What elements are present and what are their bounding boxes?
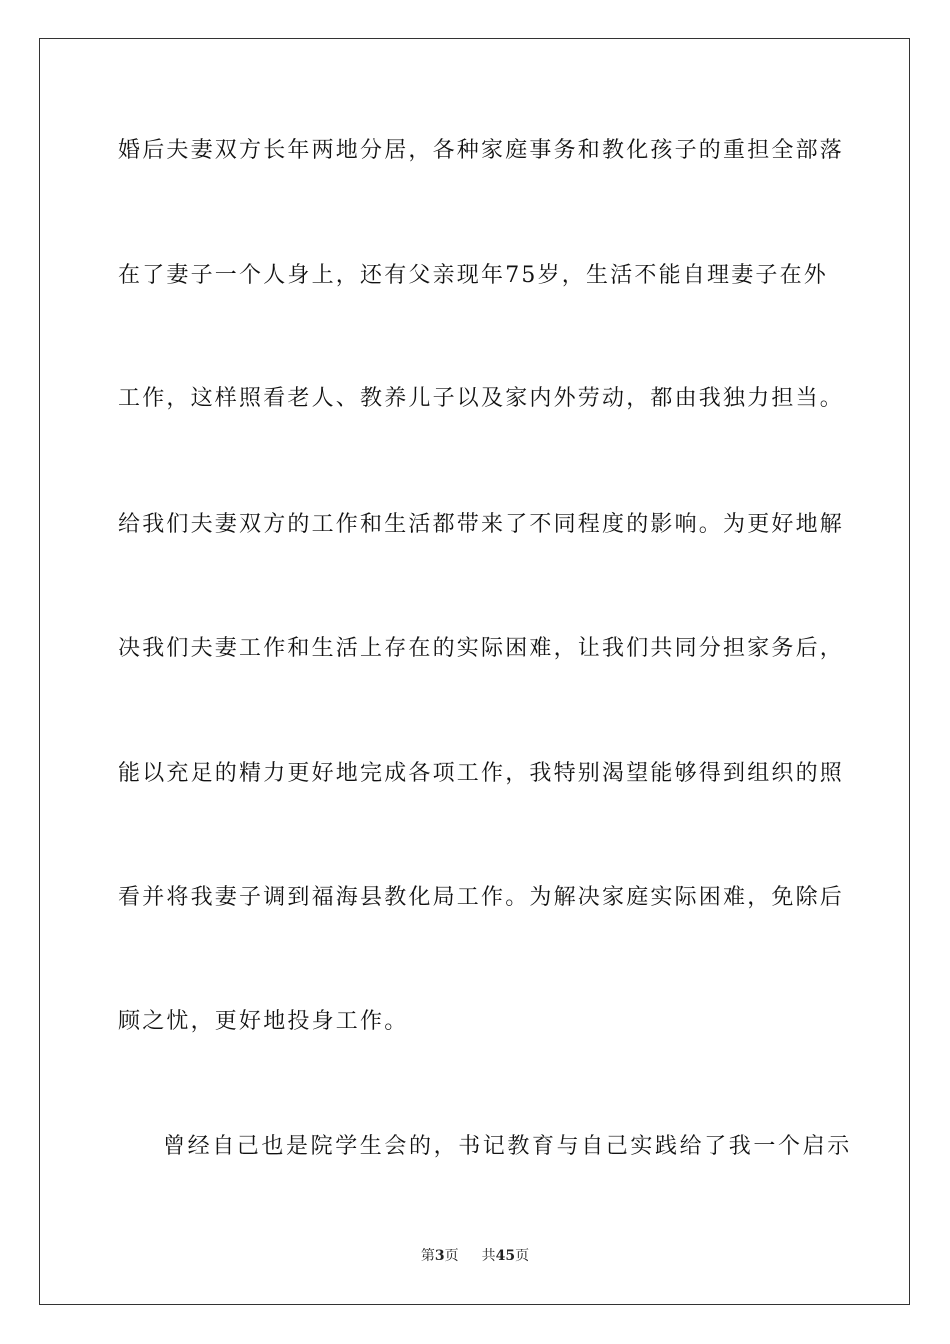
total-pages: 45 [495, 1248, 516, 1264]
paragraph-line-3: 工作，这样照看老人、教养儿子以及家内外劳动，都由我独力担当。 [118, 386, 845, 411]
paragraph-line-5: 决我们夫妻工作和生活上存在的实际困难，让我们共同分担家务后， [118, 636, 845, 661]
paragraph-line-6: 能以充足的精力更好地完成各项工作，我特别渴望能够得到组织的照 [118, 761, 845, 786]
paragraph-line-7: 看并将我妻子调到福海县教化局工作。为解决家庭实际困难，免除后 [118, 885, 845, 910]
page-number: 第3页 [420, 1248, 459, 1264]
paragraph-line-1: 婚后夫妻双方长年两地分居，各种家庭事务和教化孩子的重担全部落 [118, 138, 845, 163]
current-page: 3 [434, 1248, 445, 1264]
paragraph-line-8: 顾之忧，更好地投身工作。 [118, 1009, 409, 1034]
paragraph-line-9: 曾经自己也是院学生会的，书记教育与自己实践给了我一个启示 [163, 1134, 852, 1159]
page-total: 共45页 [481, 1248, 530, 1264]
page-footer [0, 1247, 950, 1265]
page-border [39, 38, 910, 1305]
paragraph-line-2: 在了妻子一个人身上，还有父亲现年75岁，生活不能自理妻子在外 [118, 263, 828, 288]
paragraph-line-4: 给我们夫妻双方的工作和生活都带来了不同程度的影响。为更好地解 [118, 512, 845, 537]
